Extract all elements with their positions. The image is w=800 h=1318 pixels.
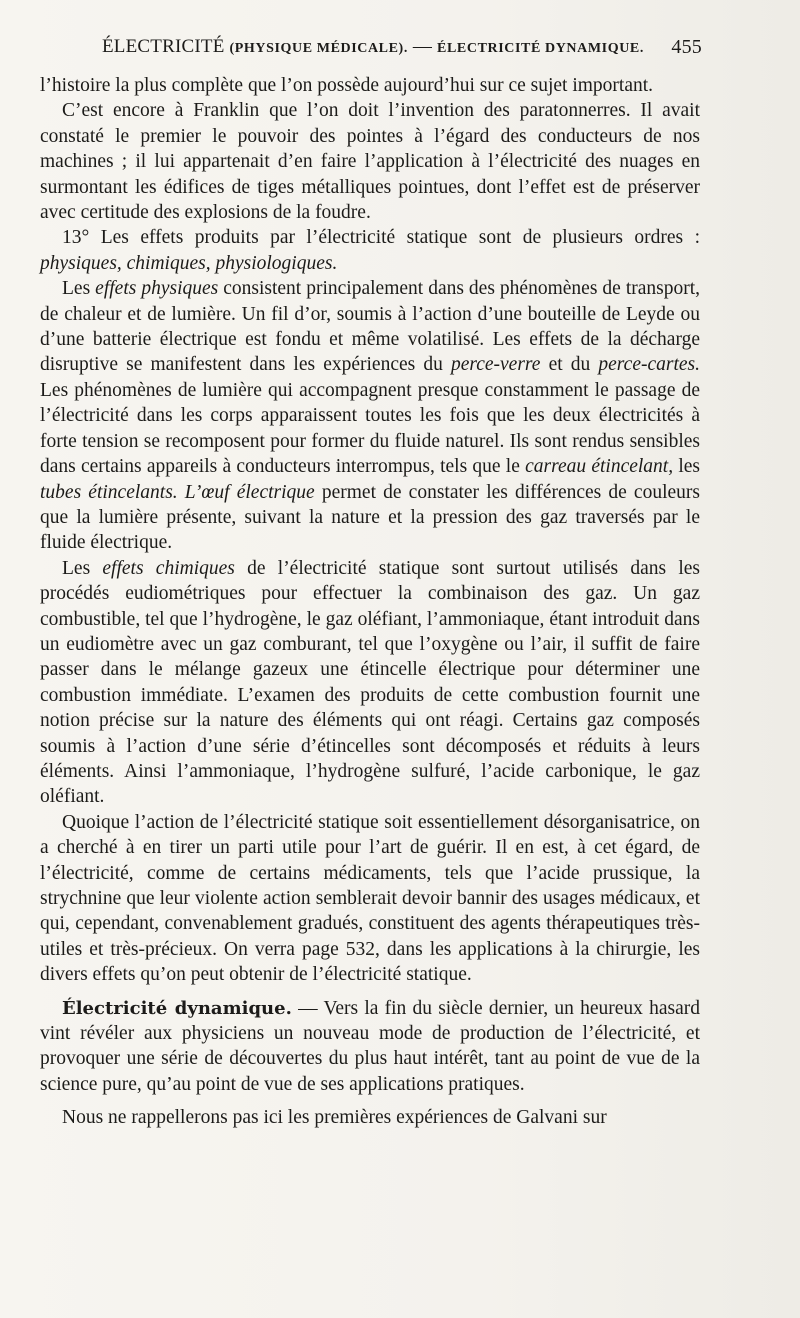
paragraph-4	[40, 276, 700, 555]
p4-e: et du	[540, 354, 599, 376]
p4-c: consistent principalement dans des phénomènes de transport, de chaleur et de lumière. Un fil d’or, soumis à l’action d’une bouteille de Leyde ou d’une batterie électrique est fondu et même volatilisé. Les effets de la décharge disruptive se manifestent dans les expériences du	[40, 278, 701, 376]
running-header	[40, 34, 700, 64]
paragraph-7	[40, 996, 700, 1098]
title-main: ÉLECTRICITÉ	[102, 36, 225, 57]
paragraph-2: C’est encore à Franklin que l’on doit l’invention des paratonnerres. Il avait constaté le premier le pouvoir des pointes à l’égard des conducteurs de nos machines ; il lui appartenait d’en faire l’application à l’électricité des nuages en surmontant les édifices de tiges métalliques pointues, dont l’effet est de préserver avec certitude des explosions de la foudre.	[40, 100, 700, 224]
paragraph-1: l’histoire la plus complète que l’on possède aujourd’hui sur ce sujet important.	[40, 75, 654, 96]
p7-rest: — Vers la fin du siècle dernier, un heureux hasard vint révéler aux physiciens un nouveau mode de production de l’électricité, et provoquer une série de découvertes du plus haut intérêt, tant au point de vue de la science pure, qu’au point de vue de ses applications pratiques.	[40, 997, 700, 1095]
paragraph-6: Quoique l’action de l’électricité statique soit essentiellement désorganisatrice, on a cherché à en tirer un parti utile pour l’art de guérir. Il en est, à cet égard, de l’électricité, comme de certains médicaments, tels que l’acide prussique, la strychnine que leur violente action semblerait devoir bannir des usages médicaux, et qui, cependant, convenablement gradués, constituent des agents thérapeutiques très-utiles et très-précieux. On verra page 532, dans les applications à la chirurgie, les divers effets qu’on peut obtenir de l’électricité statique.	[40, 811, 700, 986]
p4-a: Les	[62, 278, 96, 300]
p4-h: carreau étincelant,	[525, 456, 674, 478]
p5-a: Les	[62, 557, 103, 579]
p3-italic: physiques, chimiques, physiologiques.	[40, 252, 338, 274]
paragraph-5	[40, 556, 700, 810]
title-sub: (PHYSIQUE MÉDICALE).	[229, 41, 408, 56]
p4-g: Les phénomènes de lumière qui accompagnent presque constamment le passage de l’électricité dans les corps apparaissent toutes les fois que les deux électricités à forte tension se recomposent pour former du fluide naturel. Ils sont rendus sensibles dans certains appareils à conducteurs interrompus, tels que le	[40, 379, 700, 478]
body-text	[40, 73, 700, 1131]
p3-text: 13° Les effets produits par l’électricité statique sont de plusieurs ordres :	[62, 227, 700, 249]
page-number: 455	[671, 36, 702, 58]
section-heading-electricite-dynamique: Électricité dynamique.	[62, 997, 292, 1019]
p4-m: permet de constater les différences de couleurs que la lumière présente, suivant la nature et la pression des gaz traversés par le fluide électrique.	[40, 481, 700, 554]
p4-i: les	[673, 456, 700, 478]
p4-b: effets physiques	[95, 278, 219, 300]
p4-d: perce-verre	[450, 354, 541, 376]
title-section: ÉLECTRICITÉ DYNAMIQUE.	[437, 41, 644, 56]
p5-b: effets chimiques	[102, 557, 235, 579]
p4-l: L’œuf électrique	[184, 481, 315, 503]
p4-k	[178, 482, 185, 503]
paragraph-3	[40, 225, 700, 276]
p4-f: perce-cartes.	[598, 354, 700, 376]
paragraph-8: Nous ne rappellerons pas ici les premières expériences de Galvani sur	[62, 1107, 607, 1129]
title-dash: —	[412, 36, 433, 57]
p5-c: de l’électricité statique sont surtout utilisés dans les procédés eudiométriques pour effectuer la combinaison des gaz. Un gaz combustible, tel que l’hydrogène, le gaz oléfiant, l’ammoniaque, étant introduit dans un eudiomètre avec un gaz comburant, tel que l’oxygène ou l’air, il suffit de faire passer dans le mélange gazeux une étincelle électrique pour déterminer une combustion immédiate. L’examen des produits de cette combustion fournit une notion précise sur la nature des éléments qui ont réagi. Certains gaz composés soumis à l’action d’une série d’étincelles sont décomposés et réduits à leurs éléments. Ainsi l’ammoniaque, l’hydrogène sulfuré, l’acide carbonique, le gaz oléfiant.	[40, 557, 700, 808]
running-title	[102, 36, 644, 58]
p4-j: tubes étincelants.	[40, 481, 178, 503]
